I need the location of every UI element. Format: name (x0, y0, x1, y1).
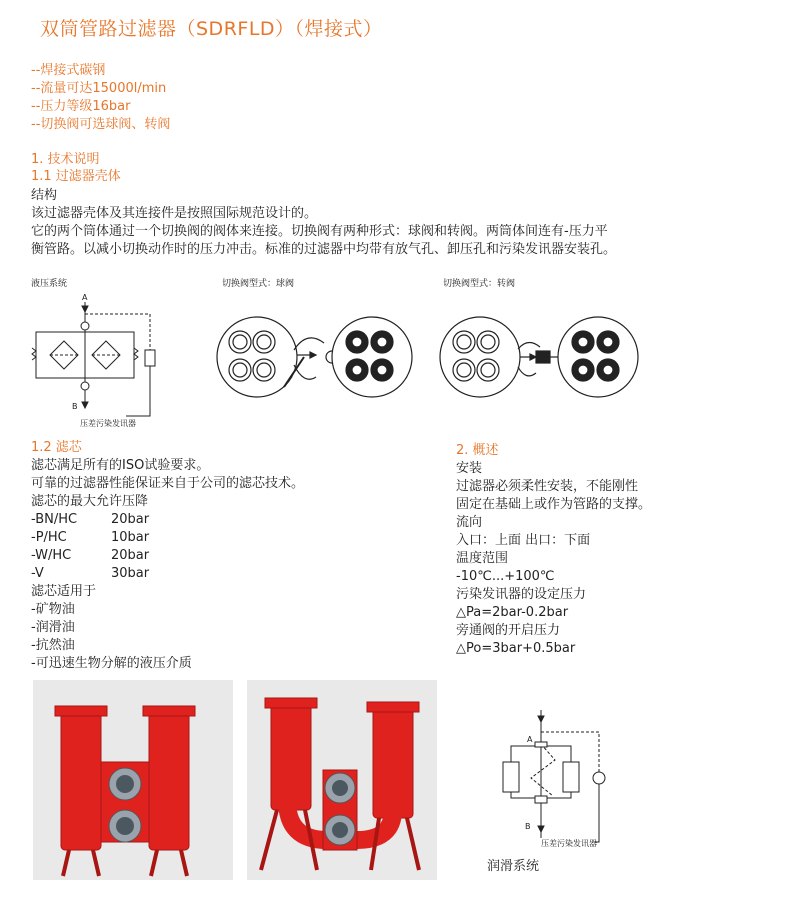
pressure-drop-list (31, 511, 149, 583)
hydraulic-port-b: B (72, 402, 78, 411)
flow-value: 入口：上面 出口：下面 (456, 533, 591, 548)
pressure-drop-name: -BN/HC (31, 512, 78, 527)
feature-list (31, 62, 170, 134)
lube-port-a: A (527, 735, 533, 744)
product-photo-rotary-valve (247, 680, 437, 880)
element-line-3: 滤芯的最大允许压降 (31, 494, 149, 509)
feature-item: --切换阀可选球阀、转阀 (31, 117, 171, 132)
feature-item: --流量可达15000l/min (31, 81, 167, 96)
pressure-drop-value: 10bar (111, 530, 150, 545)
pressure-drop-row (31, 529, 149, 547)
feature-item: --焊接式碳钢 (31, 63, 106, 78)
ball-valve-label: 切换阀型式：球阀 (222, 279, 295, 289)
hydraulic-system-label: 液压系统 (31, 279, 68, 289)
tech-paragraph-1: 该过滤器壳体及其连接件是按照国际规范设计的。 (31, 206, 318, 221)
product-photo-ball-valve (33, 680, 233, 880)
section-subheading-housing: 1.1 过滤器壳体 (31, 169, 121, 184)
indicator-setting-value: △Pa=2bar-0.2bar (456, 605, 569, 620)
section-heading-tech: 1. 技术说明 (31, 152, 100, 167)
pressure-drop-name: -P/HC (31, 530, 67, 545)
install-line-1: 过滤器必须柔性安装，不能刚性 (456, 479, 639, 494)
lube-system-caption: 润滑系统 (487, 859, 540, 874)
pressure-drop-row (31, 565, 149, 583)
hydraulic-indicator-label: 压差污染发讯器 (80, 419, 136, 428)
rotary-valve-diagram (440, 315, 670, 400)
pressure-drop-row (31, 547, 149, 565)
temp-value: -10℃...+100℃ (456, 569, 555, 584)
pressure-drop-value: 20bar (111, 512, 150, 527)
pressure-drop-value: 20bar (111, 548, 150, 563)
media-item: -可迅速生物分解的液压介质 (31, 656, 192, 671)
tech-paragraph-2-line-1: 它的两个筒体通过一个切换阀的阀体来连接。切换阀有两种形式：球阀和转阀。两筒体间连有-压力平 (31, 224, 608, 239)
media-item: -抗然油 (31, 638, 75, 653)
section-heading-overview: 2. 概述 (456, 443, 499, 458)
pressure-drop-row (31, 511, 149, 529)
pressure-drop-name: -V (31, 566, 44, 581)
pressure-drop-value: 30bar (111, 566, 150, 581)
flow-label: 流向 (456, 515, 483, 530)
lube-indicator-label: 压差污染发讯器 (541, 839, 597, 848)
suitable-label: 滤芯适用于 (31, 584, 97, 599)
install-line-2: 固定在基础上或作为管路的支撑。 (456, 497, 652, 512)
hydraulic-schematic (28, 290, 168, 430)
element-line-1: 滤芯满足所有的ISO试验要求。 (31, 458, 210, 473)
tech-paragraph-2-line-2: 衡管路。以减小切换动作时的压力冲击。标准的过滤器中均带有放气孔、卸压孔和污染发讯器安装孔。 (31, 242, 617, 257)
lube-system-schematic (495, 708, 615, 848)
media-item: -矿物油 (31, 602, 75, 617)
structure-label: 结构 (31, 188, 58, 203)
install-label: 安装 (456, 461, 483, 476)
temp-label: 温度范围 (456, 551, 509, 566)
bypass-value: △Po=3bar+0.5bar (456, 641, 576, 656)
ball-valve-diagram (212, 315, 442, 400)
hydraulic-port-a: A (82, 293, 88, 302)
indicator-setting-label: 污染发讯器的设定压力 (456, 587, 587, 602)
lube-port-b: B (525, 822, 531, 831)
bypass-label: 旁通阀的开启压力 (456, 623, 561, 638)
feature-item: --压力等级16bar (31, 99, 131, 114)
page-title: 双筒管路过滤器（SDRFLD）（焊接式） (40, 18, 383, 40)
rotary-valve-label: 切换阀型式：转阀 (443, 279, 516, 289)
media-list (31, 601, 192, 673)
section-heading-element: 1.2 滤芯 (31, 440, 82, 455)
element-line-2: 可靠的过滤器性能保证来自于公司的滤芯技术。 (31, 476, 305, 491)
media-item: -润滑油 (31, 620, 75, 635)
pressure-drop-name: -W/HC (31, 548, 72, 563)
